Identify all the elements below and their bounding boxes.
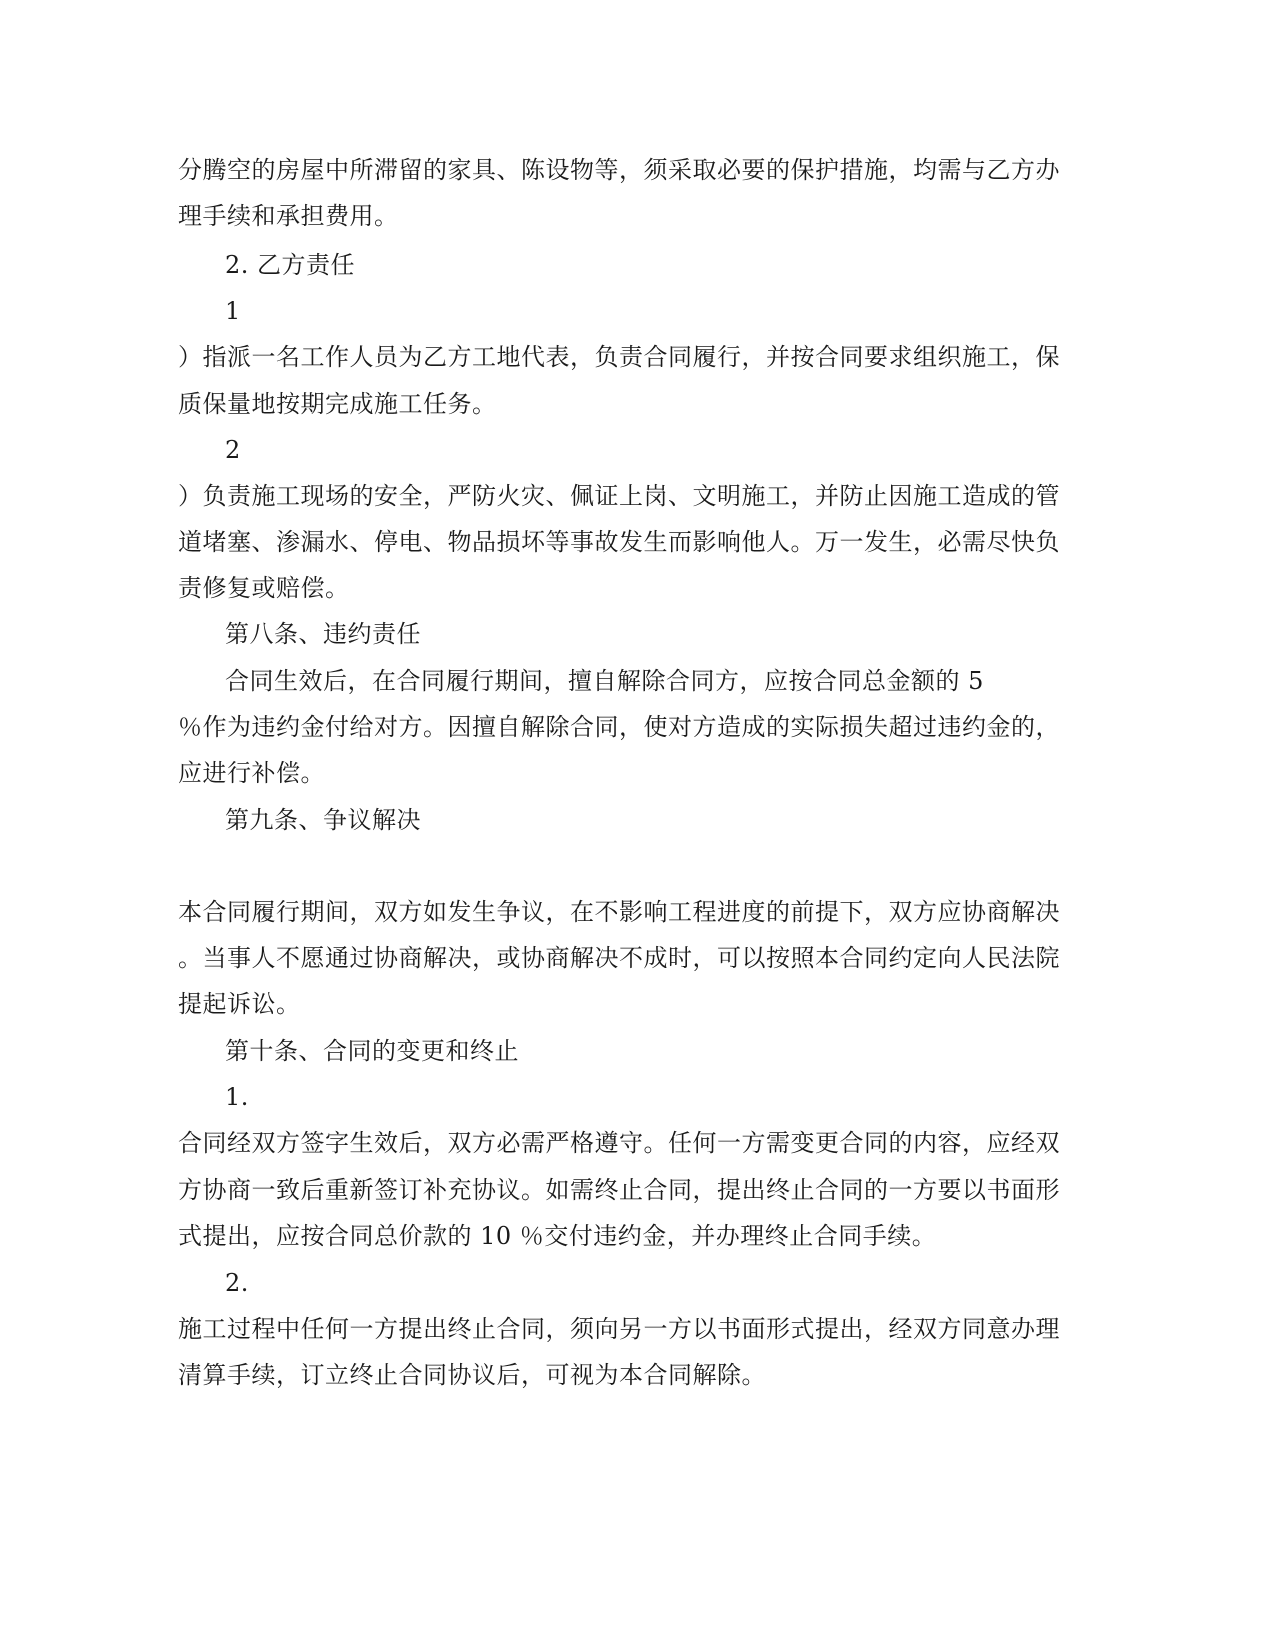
text-line: ）指派一名工作人员为乙方工地代表，负责合同履行，并按合同要求组织施工，保 [178,343,1060,371]
text-line: 式提出，应按合同总价款的 10 ％交付违约金，并办理终止合同手续。 [178,1222,937,1250]
text-line: 施工过程中任何一方提出终止合同，须向另一方以书面形式提出，经双方同意办理 [178,1315,1060,1343]
list-number: 1 [225,297,241,325]
text-line: 。当事人不愿通过协商解决，或协商解决不成时，可以按照本合同约定向人民法院 [178,944,1060,972]
text-line: 应进行补偿。 [178,759,325,787]
list-number: 2 [225,436,241,464]
section-heading: 第八条、违约责任 [225,620,421,648]
text-line: ％作为违约金付给对方。因擅自解除合同，使对方造成的实际损失超过违约金的， [178,713,1060,741]
text-line: 责修复或赔偿。 [178,574,350,602]
text-line: 本合同履行期间，双方如发生争议，在不影响工程进度的前提下，双方应协商解决 [178,898,1060,926]
text-line: 质保量地按期完成施工任务。 [178,390,497,418]
text-line: 提起诉讼。 [178,990,301,1018]
text-line: ）负责施工现场的安全，严防火灾、佩证上岗、文明施工，并防止因施工造成的管 [178,482,1060,510]
section-heading: 2. 乙方责任 [225,251,356,279]
text-line: 道堵塞、渗漏水、停电、物品损坏等事故发生而影响他人。万一发生，必需尽快负 [178,528,1060,556]
text-line: 理手续和承担费用。 [178,202,399,230]
section-heading: 第十条、合同的变更和终止 [225,1037,519,1065]
text-line: 方协商一致后重新签订补充协议。如需终止合同，提出终止合同的一方要以书面形 [178,1176,1060,1204]
text-line: 分腾空的房屋中所滞留的家具、陈设物等，须采取必要的保护措施，均需与乙方办 [178,156,1060,184]
text-line: 合同经双方签字生效后，双方必需严格遵守。任何一方需变更合同的内容，应经双 [178,1129,1060,1157]
list-number: 1. [225,1083,249,1111]
text-line: 合同生效后，在合同履行期间，擅自解除合同方，应按合同总金额的 5 [225,667,984,695]
list-number: 2. [225,1269,249,1297]
text-line: 清算手续，订立终止合同协议后，可视为本合同解除。 [178,1361,766,1389]
section-heading: 第九条、争议解决 [225,806,421,834]
